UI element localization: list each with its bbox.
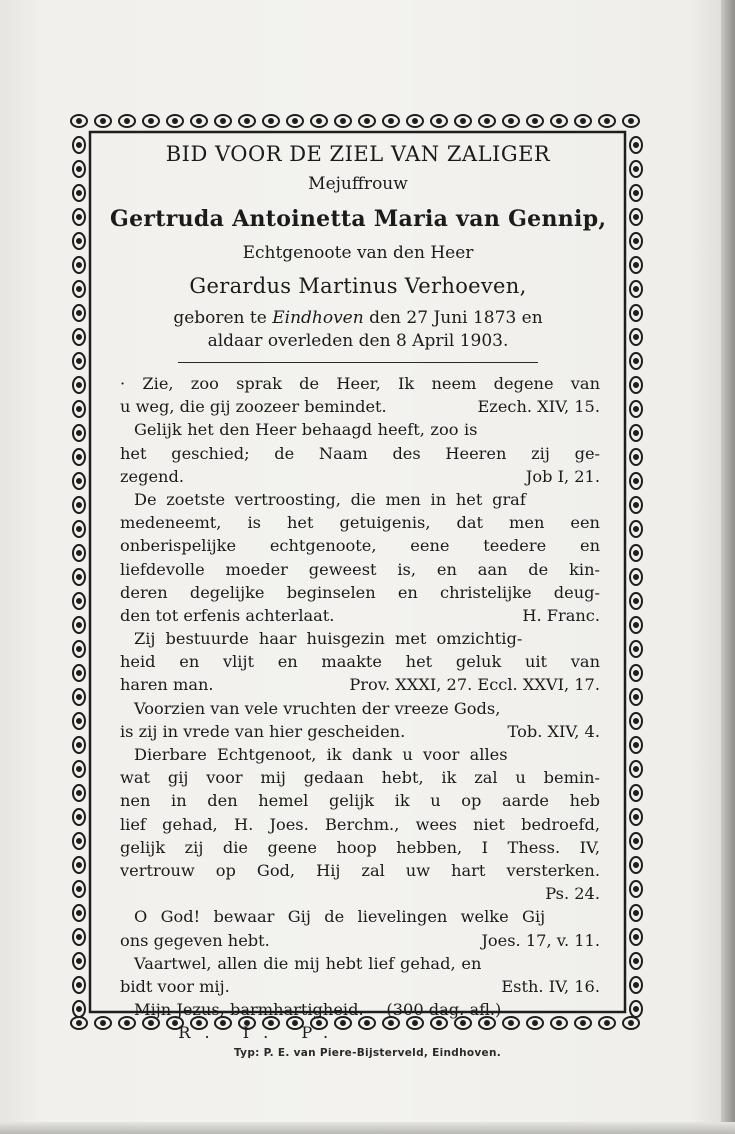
- border-bead-center: [101, 1021, 105, 1025]
- border-bead-center: [77, 527, 81, 531]
- border-bead-center: [77, 239, 81, 243]
- border-bead-center: [77, 215, 81, 219]
- prayer-line: [120, 743, 600, 766]
- border-bead-center: [634, 959, 638, 963]
- rip-closing: R. I. P.: [178, 1023, 343, 1043]
- border-bead-center: [77, 575, 81, 579]
- prayer-line: [120, 604, 600, 627]
- prayer-line: [120, 720, 600, 743]
- border-bead-center: [125, 119, 129, 123]
- birth-suffix: den 27 Juni 1873 en: [369, 308, 543, 328]
- prayer-line: [120, 998, 600, 1021]
- border-bead-center: [634, 263, 638, 267]
- border-bead-center: [461, 119, 465, 123]
- border-bead-center: [485, 119, 489, 123]
- prayer-line-text: wat gij voor mij gedaan hebt, ik zal u bemin-: [120, 768, 600, 788]
- border-bead-center: [634, 167, 638, 171]
- border-bead-center: [77, 503, 81, 507]
- prayer-line-text: onberispelijke echtgenoote, eene teedere en: [120, 536, 600, 556]
- border-bead-center: [77, 743, 81, 747]
- prayer-line: [120, 882, 600, 905]
- scripture-reference: Joes. 17, v. 11.: [481, 930, 600, 950]
- border-bead-center: [634, 863, 638, 867]
- border-bead-center: [221, 119, 225, 123]
- prayer-line: [120, 558, 600, 581]
- border-bead-center: [634, 887, 638, 891]
- card-heading: BID VOOR DE ZIEL VAN ZALIGER: [165, 142, 551, 166]
- border-bead-center: [509, 119, 513, 123]
- border-bead-center: [77, 1007, 81, 1011]
- border-bead-center: [77, 431, 81, 435]
- border-bead-center: [77, 335, 81, 339]
- prayer-line-text: medeneemt, is het getuigenis, dat men een: [120, 513, 600, 533]
- border-bead-center: [245, 119, 249, 123]
- border-bead-center: [77, 983, 81, 987]
- border-bead-center: [293, 119, 297, 123]
- prayer-line: [120, 372, 600, 395]
- prayer-line: [120, 673, 600, 696]
- border-bead-center: [634, 431, 638, 435]
- prayer-line: [120, 650, 600, 673]
- divider-rule: [178, 362, 538, 363]
- border-bead-center: [581, 119, 585, 123]
- scripture-reference: Ezech. XIV, 15.: [477, 397, 600, 417]
- border-bead-center: [634, 815, 638, 819]
- prayer-line-text: gelijk zij die geene hoop hebben, I Thess. IV,: [120, 837, 600, 857]
- prayer-line-text: haren man.: [120, 675, 214, 695]
- prayer-line-text: vertrouw op God, Hij zal uw hart versterken.: [120, 860, 600, 880]
- border-bead-center: [634, 719, 638, 723]
- border-bead-center: [634, 215, 638, 219]
- prayer-line: [120, 418, 600, 441]
- border-bead-center: [634, 983, 638, 987]
- prayer-line-text: u weg, die gij zoozeer bemindet.: [120, 397, 387, 417]
- border-bead-center: [173, 119, 177, 123]
- border-bead-center: [634, 671, 638, 675]
- border-bead-center: [605, 119, 609, 123]
- border-bead-center: [77, 119, 81, 123]
- card-title: Mejuffrouw: [308, 174, 408, 194]
- border-bead-center: [634, 191, 638, 195]
- card-edge-bottom: [0, 1122, 735, 1134]
- prayer-line: [120, 813, 600, 836]
- border-bead-center: [77, 719, 81, 723]
- border-bead-center: [77, 191, 81, 195]
- border-bead-center: [634, 839, 638, 843]
- border-bead-center: [634, 455, 638, 459]
- border-bead-center: [634, 407, 638, 411]
- prayer-line: [120, 511, 600, 534]
- spouse-intro: Echtgenoote van den Heer: [242, 243, 474, 263]
- prayer-line: [120, 442, 600, 465]
- border-bead-center: [197, 119, 201, 123]
- border-bead-center: [77, 887, 81, 891]
- border-bead-center: [634, 767, 638, 771]
- border-bead-center: [77, 263, 81, 267]
- border-bead-center: [77, 839, 81, 843]
- scripture-reference: Tob. XIV, 4.: [507, 721, 600, 741]
- prayer-line-text: De zoetste vertroosting, die men in het graf: [134, 489, 526, 509]
- border-bead-center: [634, 911, 638, 915]
- border-bead-center: [77, 383, 81, 387]
- border-bead-center: [634, 383, 638, 387]
- birth-place: Eindhoven: [272, 308, 364, 328]
- border-bead-center: [634, 311, 638, 315]
- border-bead-center: [77, 1021, 81, 1025]
- prayer-line: [120, 697, 600, 720]
- prayer-line: [120, 581, 600, 604]
- border-bead-center: [77, 767, 81, 771]
- printer-imprint: Typ: P. E. van Piere-Bijsterveld, Eindhoven.: [233, 1047, 502, 1059]
- prayer-lines: [120, 372, 600, 1021]
- prayer-line: [120, 766, 600, 789]
- scripture-reference: Job I, 21.: [525, 466, 600, 486]
- prayer-line-text: den tot erfenis achterlaat.: [120, 605, 335, 625]
- border-bead-center: [634, 1007, 638, 1011]
- border-bead-center: [77, 863, 81, 867]
- prayer-line-text: bidt voor mij.: [120, 976, 230, 996]
- border-bead-center: [634, 503, 638, 507]
- prayer-line: [120, 929, 600, 952]
- border-bead-center: [77, 815, 81, 819]
- border-bead-center: [634, 551, 638, 555]
- prayer-line: [120, 488, 600, 511]
- prayer-line: [120, 534, 600, 557]
- border-bead-center: [533, 119, 537, 123]
- border-bead-center: [634, 239, 638, 243]
- prayer-line-text: Voorzien van vele vruchten der vreeze Gods,: [134, 698, 501, 718]
- border-bead-center: [77, 551, 81, 555]
- card-edge-shadow: [721, 0, 735, 1134]
- death-line: aldaar overleden den 8 April 1903.: [207, 331, 509, 351]
- scripture-reference: Esth. IV, 16.: [501, 976, 600, 996]
- prayer-line-text: lief gehad, H. Joes. Berchm., wees niet bedroefd,: [120, 814, 600, 834]
- border-bead-center: [365, 119, 369, 123]
- prayer-line: [120, 395, 600, 418]
- prayer-line-text: is zij in vrede van hier gescheiden.: [120, 721, 406, 741]
- border-bead-center: [77, 479, 81, 483]
- card-content: [110, 128, 607, 1043]
- border-bead-center: [634, 791, 638, 795]
- border-bead-center: [413, 119, 417, 123]
- border-bead-center: [629, 1021, 633, 1025]
- prayer-line-text: zegend.: [120, 466, 184, 486]
- border-bead-center: [557, 119, 561, 123]
- prayer-line-text: Mijn Jezus, barmhartigheid.: [134, 1000, 364, 1020]
- prayer-line: [120, 952, 600, 975]
- border-bead-center: [77, 647, 81, 651]
- border-bead-center: [634, 359, 638, 363]
- prayer-line-text: Zij bestuurde haar huisgezin met omzichtig-: [134, 629, 523, 649]
- border-bead-center: [341, 119, 345, 123]
- border-bead-center: [634, 647, 638, 651]
- deceased-name: Gertruda Antoinetta Maria van Gennip,: [110, 206, 607, 232]
- border-bead-center: [634, 935, 638, 939]
- prayer-line: [120, 789, 600, 812]
- prayer-line: [120, 905, 600, 928]
- prayer-line-text: ons gegeven hebt.: [120, 930, 270, 950]
- prayer-line-text: het geschied; de Naam des Heeren zij ge-: [120, 443, 600, 463]
- border-bead-center: [437, 119, 441, 123]
- prayer-line-text: Dierbare Echtgenoot, ik dank u voor alles: [134, 745, 508, 764]
- border-bead-center: [77, 143, 81, 147]
- border-bead-center: [77, 311, 81, 315]
- border-bead-center: [634, 143, 638, 147]
- border-bead-center: [634, 335, 638, 339]
- scripture-reference: Prov. XXXI, 27. Eccl. XXVI, 17.: [349, 675, 600, 695]
- border-bead-center: [634, 479, 638, 483]
- border-bead-center: [629, 119, 633, 123]
- border-bead-center: [389, 119, 393, 123]
- birth-line: [110, 308, 606, 328]
- prayer-line-text: deren degelijke beginselen en christelijke deug-: [120, 582, 600, 602]
- border-bead-center: [77, 599, 81, 603]
- prayer-line-text: O God! bewaar Gij de lievelingen welke Gij: [134, 907, 546, 927]
- prayer-line: [120, 836, 600, 859]
- border-bead-center: [77, 167, 81, 171]
- border-bead-center: [77, 455, 81, 459]
- prayer-line-text: liefdevolle moeder geweest is, en aan de kin-: [120, 559, 600, 579]
- prayer-line-text: · Zie, zoo sprak de Heer, Ik neem degene van: [120, 374, 600, 393]
- border-bead-center: [77, 935, 81, 939]
- border-bead-center: [77, 407, 81, 411]
- border-bead-center: [605, 1021, 609, 1025]
- border-bead-center: [149, 119, 153, 123]
- prayer-line-text: Vaartwel, allen die mij hebt lief gehad, en: [134, 953, 482, 973]
- border-bead-center: [634, 287, 638, 291]
- scripture-reference: H. Franc.: [522, 605, 600, 625]
- prayer-line: [120, 975, 600, 998]
- prayer-line: [120, 859, 600, 882]
- scripture-reference: (300 dag. afl.): [386, 1000, 502, 1020]
- border-bead-center: [634, 575, 638, 579]
- border-bead-center: [101, 119, 105, 123]
- border-bead-center: [317, 119, 321, 123]
- prayer-line: [120, 627, 600, 650]
- border-bead-center: [77, 791, 81, 795]
- border-bead-center: [269, 119, 273, 123]
- border-bead-center: [77, 695, 81, 699]
- border-bead-center: [634, 695, 638, 699]
- border-bead-center: [634, 743, 638, 747]
- scripture-reference: Ps. 24.: [545, 884, 600, 904]
- border-bead-center: [77, 671, 81, 675]
- border-bead-center: [77, 911, 81, 915]
- prayer-line-text: heid en vlijt en maakte het geluk uit van: [120, 652, 600, 672]
- border-bead-center: [77, 287, 81, 291]
- prayer-line-text: nen in den hemel gelijk ik u op aarde heb: [120, 791, 600, 811]
- border-bead-center: [77, 359, 81, 363]
- border-bead-center: [634, 599, 638, 603]
- prayer-text: [120, 372, 600, 1044]
- border-bead-center: [634, 623, 638, 627]
- prayer-line-text: Gelijk het den Heer behaagd heeft, zoo is: [134, 420, 478, 440]
- border-bead-center: [634, 527, 638, 531]
- birth-prefix: geboren te: [173, 308, 267, 328]
- prayer-line: [120, 465, 600, 488]
- spouse-name: Gerardus Martinus Verhoeven,: [189, 274, 527, 298]
- border-bead-center: [77, 623, 81, 627]
- border-bead-center: [77, 959, 81, 963]
